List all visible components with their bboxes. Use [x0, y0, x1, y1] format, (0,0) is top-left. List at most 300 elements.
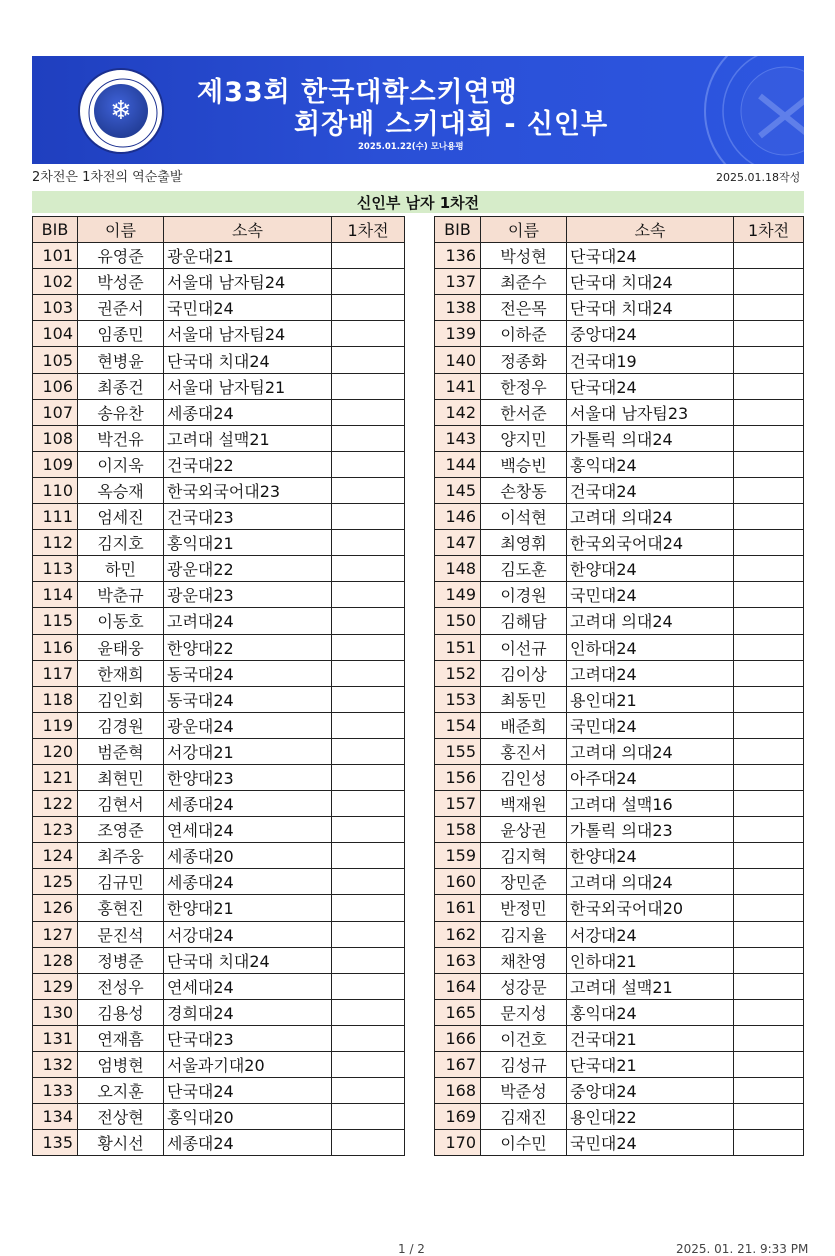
- team-cell: 서울대 남자팀24: [164, 321, 332, 347]
- snowflake-icon: ❄: [94, 84, 148, 138]
- name-cell: 김해담: [481, 608, 567, 634]
- table-row: [33, 530, 405, 556]
- run1-result-cell: [734, 1052, 804, 1078]
- bib-cell: 104: [33, 321, 78, 347]
- bib-cell: 147: [435, 530, 481, 556]
- run1-result-cell: [332, 295, 405, 321]
- name-cell: 최현민: [78, 764, 164, 790]
- roster-table-right: [434, 216, 804, 1156]
- run1-result-cell: [734, 504, 804, 530]
- team-cell: 한양대24: [567, 843, 734, 869]
- run1-result-cell: [332, 582, 405, 608]
- name-cell: 이건호: [481, 1025, 567, 1051]
- col-header-bib: BIB: [33, 217, 78, 243]
- name-cell: 최동민: [481, 686, 567, 712]
- team-cell: 한양대23: [164, 764, 332, 790]
- table-row: [33, 425, 405, 451]
- name-cell: 최준수: [481, 269, 567, 295]
- team-cell: 국민대24: [567, 712, 734, 738]
- table-row: [435, 686, 804, 712]
- run1-result-cell: [734, 686, 804, 712]
- bib-cell: 111: [33, 504, 78, 530]
- table-row: [435, 373, 804, 399]
- name-cell: 이수민: [481, 1130, 567, 1156]
- team-cell: 단국대24: [567, 373, 734, 399]
- run1-result-cell: [332, 999, 405, 1025]
- run1-result-cell: [734, 764, 804, 790]
- team-cell: 단국대23: [164, 1025, 332, 1051]
- event-date-venue: 2025.01.22(수) 모나용평: [358, 142, 464, 152]
- team-cell: 고려대 의대24: [567, 869, 734, 895]
- bib-cell: 117: [33, 660, 78, 686]
- run1-result-cell: [332, 1078, 405, 1104]
- run1-result-cell: [332, 425, 405, 451]
- bib-cell: 118: [33, 686, 78, 712]
- run1-result-cell: [332, 973, 405, 999]
- name-cell: 정병준: [78, 947, 164, 973]
- run1-result-cell: [734, 843, 804, 869]
- bib-cell: 169: [435, 1104, 481, 1130]
- table-row: [435, 504, 804, 530]
- run1-result-cell: [734, 660, 804, 686]
- run1-result-cell: [734, 477, 804, 503]
- team-cell: 아주대24: [567, 764, 734, 790]
- team-cell: 한양대24: [567, 556, 734, 582]
- col-header-name: 이름: [481, 217, 567, 243]
- table-row: [435, 999, 804, 1025]
- bib-cell: 126: [33, 895, 78, 921]
- name-cell: 이석현: [481, 504, 567, 530]
- name-cell: 김용성: [78, 999, 164, 1025]
- table-row: [435, 477, 804, 503]
- name-cell: 장민준: [481, 869, 567, 895]
- bib-cell: 144: [435, 451, 481, 477]
- bib-cell: 139: [435, 321, 481, 347]
- team-cell: 고려대 설맥21: [567, 973, 734, 999]
- bib-cell: 101: [33, 243, 78, 269]
- run1-result-cell: [734, 399, 804, 425]
- bib-cell: 136: [435, 243, 481, 269]
- team-cell: 세종대24: [164, 1130, 332, 1156]
- table-row: [435, 791, 804, 817]
- table-row: [435, 321, 804, 347]
- bib-cell: 150: [435, 608, 481, 634]
- name-cell: 반정민: [481, 895, 567, 921]
- bib-cell: 154: [435, 712, 481, 738]
- run1-result-cell: [734, 1025, 804, 1051]
- page-number: 1 / 2: [398, 1242, 425, 1256]
- team-cell: 동국대24: [164, 686, 332, 712]
- table-row: [435, 530, 804, 556]
- bib-cell: 137: [435, 269, 481, 295]
- name-cell: 김규민: [78, 869, 164, 895]
- team-cell: 고려대 의대24: [567, 738, 734, 764]
- bib-cell: 102: [33, 269, 78, 295]
- run1-result-cell: [332, 843, 405, 869]
- team-cell: 가톨릭 의대23: [567, 817, 734, 843]
- name-cell: 최주웅: [78, 843, 164, 869]
- name-cell: 김지호: [78, 530, 164, 556]
- bib-cell: 133: [33, 1078, 78, 1104]
- name-cell: 엄병현: [78, 1052, 164, 1078]
- run1-result-cell: [332, 1104, 405, 1130]
- col-header-bib: BIB: [435, 217, 481, 243]
- name-cell: 김지혁: [481, 843, 567, 869]
- name-cell: 이하준: [481, 321, 567, 347]
- team-cell: 인하대24: [567, 634, 734, 660]
- team-cell: 단국대24: [164, 1078, 332, 1104]
- name-cell: 이경원: [481, 582, 567, 608]
- name-cell: 전은목: [481, 295, 567, 321]
- name-cell: 범준혁: [78, 738, 164, 764]
- team-cell: 고려대24: [164, 608, 332, 634]
- run1-result-cell: [734, 608, 804, 634]
- bib-cell: 143: [435, 425, 481, 451]
- run1-result-cell: [332, 817, 405, 843]
- name-cell: 문지성: [481, 999, 567, 1025]
- team-cell: 단국대 치대24: [567, 269, 734, 295]
- team-cell: 경희대24: [164, 999, 332, 1025]
- table-row: [33, 582, 405, 608]
- name-cell: 황시선: [78, 1130, 164, 1156]
- team-cell: 홍익대24: [567, 999, 734, 1025]
- run1-result-cell: [332, 660, 405, 686]
- name-cell: 김성규: [481, 1052, 567, 1078]
- event-title-line1: 제33회 한국대학스키연맹: [197, 77, 518, 108]
- table-row: [435, 295, 804, 321]
- team-cell: 고려대 설맥21: [164, 425, 332, 451]
- table-row: [435, 921, 804, 947]
- run1-result-cell: [734, 556, 804, 582]
- name-cell: 송유찬: [78, 399, 164, 425]
- run1-result-cell: [734, 347, 804, 373]
- bib-cell: 120: [33, 738, 78, 764]
- bib-cell: 163: [435, 947, 481, 973]
- run1-result-cell: [734, 1130, 804, 1156]
- roster-table-left: [32, 216, 405, 1156]
- name-cell: 현병윤: [78, 347, 164, 373]
- team-cell: 서울대 남자팀24: [164, 269, 332, 295]
- team-cell: 연세대24: [164, 973, 332, 999]
- run1-result-cell: [332, 269, 405, 295]
- run1-result-cell: [332, 712, 405, 738]
- table-row: [33, 817, 405, 843]
- run1-result-cell: [332, 921, 405, 947]
- col-header-team: 소속: [567, 217, 734, 243]
- team-cell: 단국대 치대24: [164, 947, 332, 973]
- run1-result-cell: [332, 477, 405, 503]
- table-row: [435, 1025, 804, 1051]
- col-header-run1: 1차전: [734, 217, 804, 243]
- table-row: [435, 712, 804, 738]
- run1-result-cell: [332, 399, 405, 425]
- team-cell: 국민대24: [164, 295, 332, 321]
- table-row: [435, 1052, 804, 1078]
- team-cell: 건국대23: [164, 504, 332, 530]
- run1-result-cell: [734, 373, 804, 399]
- bib-cell: 170: [435, 1130, 481, 1156]
- name-cell: 김경원: [78, 712, 164, 738]
- bib-cell: 156: [435, 764, 481, 790]
- team-cell: 건국대21: [567, 1025, 734, 1051]
- name-cell: 박춘규: [78, 582, 164, 608]
- bib-cell: 149: [435, 582, 481, 608]
- table-row: [33, 1025, 405, 1051]
- bib-cell: 125: [33, 869, 78, 895]
- bib-cell: 124: [33, 843, 78, 869]
- bib-cell: 122: [33, 791, 78, 817]
- name-cell: 박건유: [78, 425, 164, 451]
- table-row: [33, 895, 405, 921]
- table-row: [435, 973, 804, 999]
- bib-cell: 145: [435, 477, 481, 503]
- table-row: [33, 1078, 405, 1104]
- bib-cell: 119: [33, 712, 78, 738]
- name-cell: 최영휘: [481, 530, 567, 556]
- bib-cell: 148: [435, 556, 481, 582]
- name-cell: 김도훈: [481, 556, 567, 582]
- bib-cell: 167: [435, 1052, 481, 1078]
- bib-cell: 131: [33, 1025, 78, 1051]
- table-row: [435, 947, 804, 973]
- name-cell: 윤상권: [481, 817, 567, 843]
- run1-result-cell: [734, 921, 804, 947]
- bib-cell: 134: [33, 1104, 78, 1130]
- name-cell: 김현서: [78, 791, 164, 817]
- team-cell: 한국외국어대24: [567, 530, 734, 556]
- print-timestamp: 2025. 01. 21. 9:33 PM: [676, 1242, 809, 1256]
- run1-result-cell: [332, 738, 405, 764]
- run1-result-cell: [332, 373, 405, 399]
- bib-cell: 162: [435, 921, 481, 947]
- table-row: [33, 634, 405, 660]
- team-cell: 단국대 치대24: [164, 347, 332, 373]
- run1-result-cell: [734, 425, 804, 451]
- table-row: [33, 295, 405, 321]
- bib-cell: 165: [435, 999, 481, 1025]
- run1-result-cell: [332, 451, 405, 477]
- name-cell: 유영준: [78, 243, 164, 269]
- name-cell: 백승빈: [481, 451, 567, 477]
- team-cell: 서울대 남자팀23: [567, 399, 734, 425]
- run1-result-cell: [734, 243, 804, 269]
- bib-cell: 129: [33, 973, 78, 999]
- bib-cell: 146: [435, 504, 481, 530]
- run1-result-cell: [332, 686, 405, 712]
- team-cell: 한국외국어대20: [567, 895, 734, 921]
- name-cell: 박성준: [78, 269, 164, 295]
- bib-cell: 108: [33, 425, 78, 451]
- team-cell: 단국대 치대24: [567, 295, 734, 321]
- team-cell: 서강대24: [164, 921, 332, 947]
- name-cell: 양지민: [481, 425, 567, 451]
- team-cell: 광운대21: [164, 243, 332, 269]
- table-row: [33, 373, 405, 399]
- run1-result-cell: [734, 791, 804, 817]
- bib-cell: 155: [435, 738, 481, 764]
- run1-result-cell: [332, 895, 405, 921]
- run1-result-cell: [332, 947, 405, 973]
- team-cell: 한국외국어대23: [164, 477, 332, 503]
- bib-cell: 121: [33, 764, 78, 790]
- table-row: [33, 608, 405, 634]
- name-cell: 조영준: [78, 817, 164, 843]
- table-row: [33, 947, 405, 973]
- table-row: [435, 399, 804, 425]
- bib-cell: 113: [33, 556, 78, 582]
- team-cell: 인하대21: [567, 947, 734, 973]
- table-row: [435, 243, 804, 269]
- table-row: [33, 477, 405, 503]
- run1-result-cell: [332, 347, 405, 373]
- name-cell: 홍진서: [481, 738, 567, 764]
- table-row: [33, 556, 405, 582]
- bib-cell: 160: [435, 869, 481, 895]
- table-row: [33, 399, 405, 425]
- bib-cell: 106: [33, 373, 78, 399]
- table-row: [435, 895, 804, 921]
- run1-result-cell: [332, 869, 405, 895]
- name-cell: 김인성: [481, 764, 567, 790]
- bib-cell: 135: [33, 1130, 78, 1156]
- run1-result-cell: [734, 947, 804, 973]
- team-cell: 서울과기대20: [164, 1052, 332, 1078]
- team-cell: 서강대24: [567, 921, 734, 947]
- team-cell: 연세대24: [164, 817, 332, 843]
- team-cell: 광운대24: [164, 712, 332, 738]
- run1-result-cell: [734, 634, 804, 660]
- table-header-row: [435, 217, 804, 243]
- run1-result-cell: [734, 895, 804, 921]
- team-cell: 홍익대20: [164, 1104, 332, 1130]
- table-row: [33, 921, 405, 947]
- name-cell: 최종건: [78, 373, 164, 399]
- watermark-logo-icon: [700, 56, 804, 164]
- table-row: [33, 243, 405, 269]
- team-cell: 건국대22: [164, 451, 332, 477]
- bib-cell: 164: [435, 973, 481, 999]
- header-banner: [32, 56, 804, 164]
- start-order-note: 2차전은 1차전의 역순출발: [32, 170, 183, 185]
- bib-cell: 151: [435, 634, 481, 660]
- name-cell: 채찬영: [481, 947, 567, 973]
- name-cell: 한서준: [481, 399, 567, 425]
- team-cell: 세종대24: [164, 399, 332, 425]
- name-cell: 옥승재: [78, 477, 164, 503]
- table-row: [33, 712, 405, 738]
- team-cell: 단국대24: [567, 243, 734, 269]
- team-cell: 건국대19: [567, 347, 734, 373]
- run1-result-cell: [332, 504, 405, 530]
- run1-result-cell: [734, 738, 804, 764]
- bib-cell: 142: [435, 399, 481, 425]
- table-row: [435, 269, 804, 295]
- run1-result-cell: [734, 582, 804, 608]
- run1-result-cell: [734, 269, 804, 295]
- run1-result-cell: [332, 1025, 405, 1051]
- run1-result-cell: [734, 1078, 804, 1104]
- name-cell: 성강문: [481, 973, 567, 999]
- name-cell: 배준희: [481, 712, 567, 738]
- team-cell: 건국대24: [567, 477, 734, 503]
- name-cell: 손창동: [481, 477, 567, 503]
- table-row: [435, 451, 804, 477]
- bib-cell: 157: [435, 791, 481, 817]
- team-cell: 홍익대24: [567, 451, 734, 477]
- col-header-name: 이름: [78, 217, 164, 243]
- name-cell: 한정우: [481, 373, 567, 399]
- run1-result-cell: [332, 530, 405, 556]
- run1-result-cell: [332, 791, 405, 817]
- table-row: [33, 321, 405, 347]
- run1-result-cell: [332, 764, 405, 790]
- table-row: [435, 582, 804, 608]
- bib-cell: 153: [435, 686, 481, 712]
- table-row: [33, 1130, 405, 1156]
- bib-cell: 166: [435, 1025, 481, 1051]
- bib-cell: 140: [435, 347, 481, 373]
- table-row: [33, 451, 405, 477]
- run1-result-cell: [332, 556, 405, 582]
- name-cell: 박성현: [481, 243, 567, 269]
- run1-result-cell: [734, 712, 804, 738]
- bib-cell: 107: [33, 399, 78, 425]
- name-cell: 이선규: [481, 634, 567, 660]
- team-cell: 중앙대24: [567, 321, 734, 347]
- team-cell: 홍익대21: [164, 530, 332, 556]
- bib-cell: 127: [33, 921, 78, 947]
- run1-result-cell: [332, 321, 405, 347]
- run1-result-cell: [734, 530, 804, 556]
- team-cell: 중앙대24: [567, 1078, 734, 1104]
- bib-cell: 138: [435, 295, 481, 321]
- bib-cell: 128: [33, 947, 78, 973]
- team-cell: 단국대21: [567, 1052, 734, 1078]
- table-row: [33, 1104, 405, 1130]
- name-cell: 권준서: [78, 295, 164, 321]
- table-header-row: [33, 217, 405, 243]
- bib-cell: 168: [435, 1078, 481, 1104]
- table-row: [33, 660, 405, 686]
- run1-result-cell: [332, 608, 405, 634]
- run1-result-cell: [734, 999, 804, 1025]
- name-cell: 백재원: [481, 791, 567, 817]
- event-title-line2: 회장배 스키대회 - 신인부: [294, 109, 609, 140]
- roster-body-right: [435, 243, 804, 1156]
- bib-cell: 109: [33, 451, 78, 477]
- name-cell: 오지훈: [78, 1078, 164, 1104]
- run1-result-cell: [734, 321, 804, 347]
- table-row: [435, 869, 804, 895]
- col-header-team: 소속: [164, 217, 332, 243]
- name-cell: 이지욱: [78, 451, 164, 477]
- run1-result-cell: [734, 1104, 804, 1130]
- bib-cell: 141: [435, 373, 481, 399]
- team-cell: 세종대20: [164, 843, 332, 869]
- team-cell: 고려대 의대24: [567, 504, 734, 530]
- run1-result-cell: [734, 451, 804, 477]
- name-cell: 임종민: [78, 321, 164, 347]
- name-cell: 전상현: [78, 1104, 164, 1130]
- table-row: [33, 791, 405, 817]
- team-cell: 한양대21: [164, 895, 332, 921]
- table-row: [435, 817, 804, 843]
- bib-cell: 158: [435, 817, 481, 843]
- table-row: [33, 1052, 405, 1078]
- table-row: [435, 1104, 804, 1130]
- name-cell: 문진석: [78, 921, 164, 947]
- run1-result-cell: [734, 295, 804, 321]
